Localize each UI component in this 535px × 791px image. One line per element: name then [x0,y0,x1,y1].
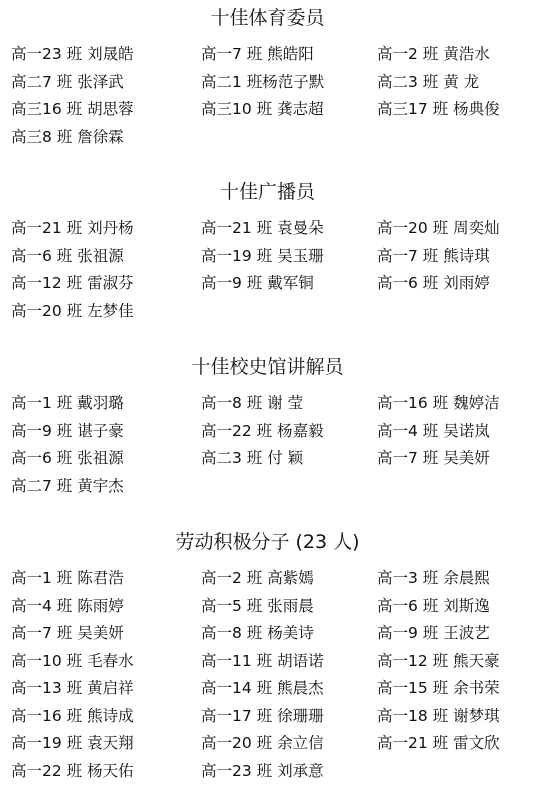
award-entry: 高一7 班 熊诗琪 [377,246,490,265]
award-entry: 高一2 班 高紫嫣 [201,569,314,587]
award-entry: 高一9 班 戴军铜 [201,274,314,292]
award-entry: 高一7 班 吴美妍 [11,624,124,642]
award-entry: 高一21 班 刘丹杨 [11,219,134,237]
section-title-broadcaster: 十佳广播员 [219,181,315,203]
award-entry: 高一19 班 吴玉珊 [201,246,324,265]
award-entry: 高一1 班 戴羽璐 [11,394,124,412]
award-entry: 高三16 班 胡思蓉 [11,100,134,118]
award-entry: 高一20 班 周奕灿 [377,219,500,237]
award-entry: 高一10 班 毛春水 [11,651,134,670]
award-entry: 高一20 班 余立信 [201,734,324,752]
award-entry: 高一5 班 张雨晨 [201,596,314,615]
award-entry: 高一6 班 刘斯逸 [377,596,490,615]
award-entry: 高一1 班 陈君浩 [11,569,124,587]
award-entry: 高一17 班 徐珊珊 [201,706,324,725]
award-entry: 高一16 班 熊诗成 [11,706,134,725]
award-entry: 高一6 班 张祖源 [11,449,124,467]
award-entry: 高一13 班 黄启祥 [11,679,134,697]
award-entry: 高二3 班 付 颖 [201,449,304,467]
award-entry: 高二7 班 黄宇杰 [11,476,124,495]
award-entry: 高一12 班 雷淑芬 [11,274,134,292]
award-entry: 高一3 班 余晨熙 [377,569,490,587]
award-entry: 高一12 班 熊天豪 [377,651,500,670]
award-entry: 高一9 班 王波艺 [377,624,490,642]
award-entry: 高一23 班 刘承意 [201,761,324,780]
award-entry: 高一9 班 谌子豪 [11,421,124,440]
award-entry: 高二1 班杨范子默 [201,72,325,91]
award-entry: 高一6 班 刘雨婷 [377,274,490,292]
award-entry: 高一7 班 熊皓阳 [201,45,314,63]
award-entry: 高一2 班 黄浩水 [377,45,490,63]
section-title-museum-guide: 十佳校史馆讲解员 [191,356,344,378]
award-entry: 高一7 班 吴美妍 [377,449,490,467]
award-entry: 高一8 班 杨美诗 [201,624,314,642]
award-entry: 高一18 班 谢梦琪 [377,706,500,725]
award-entry: 高三8 班 詹徐霖 [11,127,124,146]
award-entry: 高一11 班 胡语诺 [201,651,324,670]
award-entry: 高一15 班 余书荣 [377,679,500,697]
award-entry: 高一22 班 杨嘉毅 [201,421,324,440]
award-entry: 高一4 班 吴诺岚 [377,421,490,440]
award-entry: 高一16 班 魏婷洁 [377,394,500,412]
section-title-sports-committee: 十佳体育委员 [210,7,325,29]
award-entry: 高一8 班 谢 莹 [201,394,304,412]
award-entry: 高二3 班 黄 龙 [377,72,480,91]
award-entry: 高三10 班 龚志超 [201,100,324,118]
award-entry: 高一14 班 熊晨杰 [201,679,324,697]
award-entry: 高三17 班 杨典俊 [377,100,500,118]
award-entry: 高一21 班 雷文欣 [377,734,500,752]
award-entry: 高一20 班 左梦佳 [11,301,134,320]
section-title-labor-activist: 劳动积极分子 (23 人) [175,531,360,553]
award-entry: 高一19 班 袁天翔 [11,734,134,752]
award-entry: 高一23 班 刘晟皓 [11,45,134,63]
award-entry: 高一4 班 陈雨婷 [11,596,124,615]
award-entry: 高一22 班 杨天佑 [11,761,134,780]
award-entry: 高二7 班 张泽武 [11,72,124,91]
award-entry: 高一21 班 袁曼朵 [201,219,324,237]
award-entry: 高一6 班 张祖源 [11,246,124,265]
